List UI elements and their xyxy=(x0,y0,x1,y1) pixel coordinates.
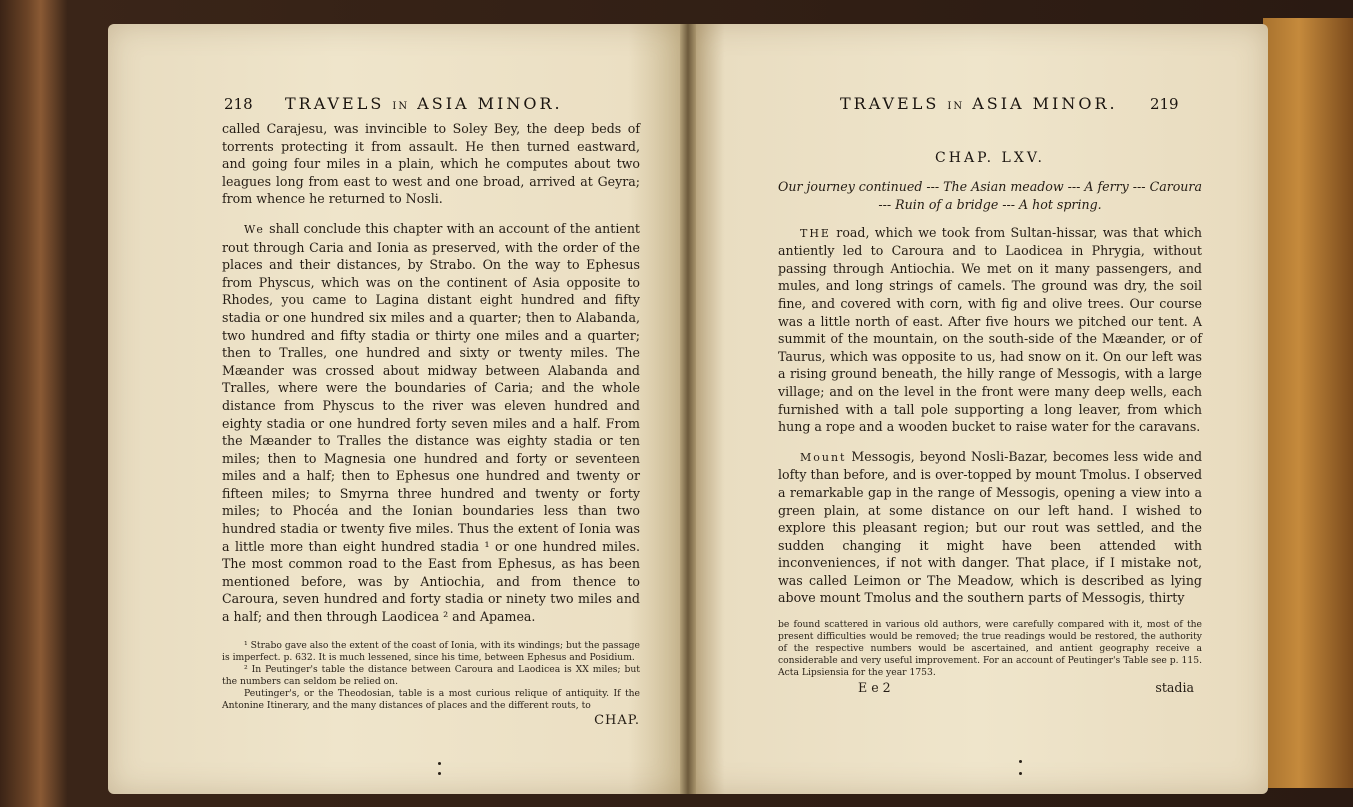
left-footnote-3: Peutinger's, or the Theodosian, table is a most curious relique of antiquity. If the Antonine Itinerary, and the many distances of places and the different routs, to xyxy=(222,687,640,711)
book-gutter xyxy=(680,24,696,794)
left-paragraph-1: called Carajesu, was invincible to Soley Bey, the deep beds of torrents protecting it from assault. He then turned eastward, and going four miles in a plain, which he computes about two leagues long from east to west and one broad, arrived at Geyra; from whence he returned to Nosli. xyxy=(222,121,640,207)
right-para1-rest: road, which we took from Sultan-hissar, was that which antiently led to Caroura and to Laodicea in Phrygia, without passing through Antiochia. We met on it many passengers, and mules, and long strings of camels. The ground was dry, the soil fine, and covered with corn, with fig and olive trees. Our course was a little north of east. After five hours we pitched our tent. A summit of the mountain, on the south-side of the Mæander, or of Taurus, which was opposite to us, had snow on it. On our left was a rising ground beneath, the hilly range of Messogis, with a large village; and on the level in the front were many deep wells, each furnished with a tall pole supporting a long leaver, from which hung a rope and a wooden bucket to raise water for the caravans. xyxy=(778,224,1202,435)
left-footnote-1: ¹ Strabo gave also the extent of the coast of Ionia, with its windings; but the passage is imperfect. p. 632. It is much lessened, since his time, between Ephesus and Posidium. xyxy=(222,639,640,663)
left-para2-rest: shall conclude this chapter with an account of the antient rout through Caria and Ionia as preserved, with the order of the places and their distances, by Strabo. On the way to Ephesus from Physcus, which was on the continent of Asia opposite to Rhodes, you came to Lagina distant eight hundred and fifty stadia or one hundred six miles and a quarter; then to Alabanda, two hundred and fifty stadia or thirty one miles and a quarter; then to Tralles, one hundred and sixty or twenty miles. The Mæander was crossed about midway between Alabanda and Tralles, where were the boundaries of Caria; and the whole distance from Physcus to the river was eleven hundred and eighty stadia or one hundred forty seven miles and a half. From the Mæander to Tralles the distance was eighty stadia or ten miles; then to Magnesia one hundred and forty or seventeen miles and a half; then to Ephesus one hundred and twenty or fifteen miles; to Smyrna three hundred and twenty or forty miles; to Phocéa and the Ionian boundaries less than two hundred stadia or twenty five miles. Thus the extent of Ionia was a little more than eight hundred stadia ¹ or one hundred miles. The most common road to the East from Ephesus, as has been mentioned before, was by Antiochia, and from thence to Caroura, seven hundred and forty stadia or ninety two miles and a half; and then through Laodicea ² and Apamea. xyxy=(222,220,640,625)
right-head-part1: TRAVELS xyxy=(840,94,940,113)
right-para1-lead: THE xyxy=(800,226,831,240)
right-footnote: be found scattered in various old authors, were carefully compared with it, most of the present difficulties would be removed; the true readings would be restored, the authority of the respective numbers would be ascertained, and antient geography receive a considerable and very useful improvement. For an account of Peutinger's Table see p. 115. Acta Lipsiensia for the year 1753. xyxy=(778,619,1202,679)
left-body xyxy=(222,120,640,729)
right-body xyxy=(778,150,1202,697)
right-head-part2: IN xyxy=(947,101,965,112)
chapter-summary: Our journey continued --- The Asian meadow --- A ferry --- Caroura --- Ruin of a bridge --- A hot spring. xyxy=(778,178,1202,212)
book-cover-edge xyxy=(1263,18,1353,788)
right-para2-rest: Messogis, beyond Nosli-Bazar, becomes less wide and lofty than before, and is over-topped by mount Tmolus. I observed a remarkable gap in the range of Messogis, opening a view into a green plain, at some distance on our left hand. I wished to explore this pleasant region; but our rout was settled, and the sudden changing it might have been attended with inconveniences, if not with danger. That place, if I mistake not, was called Leimon or The Meadow, which is described as lying above mount Tmolus and the southern parts of Messogis, thirty xyxy=(778,448,1202,606)
right-para2-lead: Mount xyxy=(800,450,847,464)
stitch-mark xyxy=(1019,772,1022,775)
chapter-title: CHAP. LXV. xyxy=(935,150,1045,166)
left-head-part2: IN xyxy=(392,101,410,112)
right-page-number: 219 xyxy=(1149,95,1179,113)
right-paragraph-1 xyxy=(778,224,1202,436)
left-running-head xyxy=(224,94,563,113)
left-footnote-2: ² In Peutinger's table the distance between Caroura and Laodicea is XX miles; but the numbers can seldom be relied on. xyxy=(222,663,640,687)
right-paragraph-2 xyxy=(778,448,1202,607)
left-page-number: 218 xyxy=(224,95,253,113)
stitch-mark xyxy=(1019,760,1022,763)
left-para2-lead: We xyxy=(244,222,265,236)
left-catchword: CHAP. xyxy=(594,712,640,728)
left-footnotes xyxy=(222,640,640,712)
left-head-part3: ASIA MINOR. xyxy=(417,94,563,113)
right-head-part3: ASIA MINOR. xyxy=(972,94,1118,113)
right-running-head xyxy=(840,94,1179,113)
left-paragraph-2 xyxy=(222,220,640,626)
left-head-part1: TRAVELS xyxy=(284,94,385,113)
right-signature-row xyxy=(778,679,1202,697)
signature-mark: E e 2 xyxy=(858,680,891,696)
right-catchword: stadia xyxy=(1155,680,1194,696)
stitch-mark xyxy=(438,772,441,775)
stitch-mark xyxy=(438,762,441,765)
